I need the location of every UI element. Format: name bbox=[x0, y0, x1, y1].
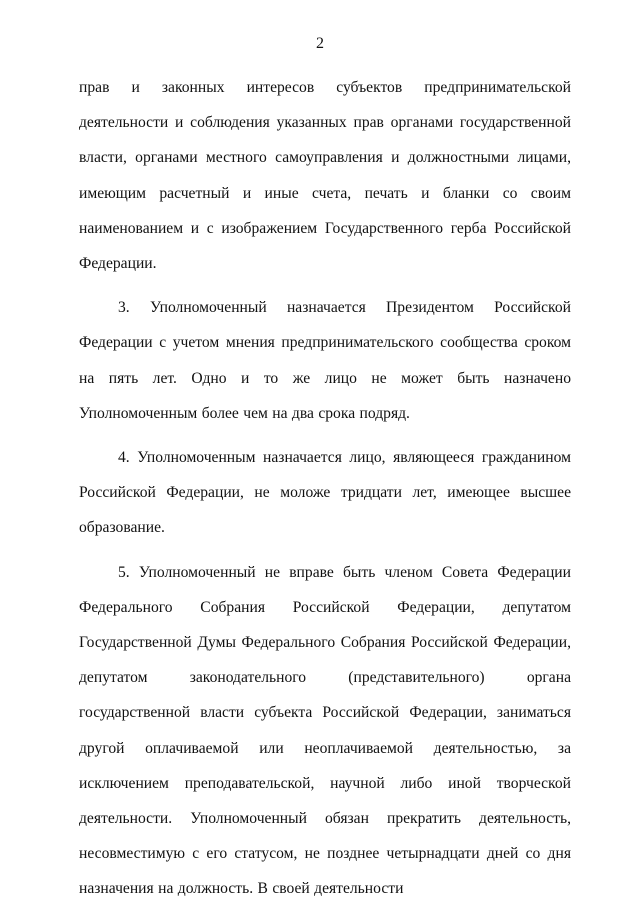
paragraph-item-5: 5. Уполномоченный не вправе быть членом Совета Федерации Федерального Собрания Российской Федерации, депутатом Государственной Думы Федерального Собрания Российской Федерации, депутатом законодательного (представительного) органа государственной власти субъекта Российской Федерации, заниматься другой оплачиваемой или неоплачиваемой деятельностью, за исключением преподавательской, научной либо иной творческой деятельности. Уполномоченный обязан прекратить деятельность, несовместимую с его статусом, не позднее четырнадцати дней со дня назначения на должность. В своей деятельности bbox=[79, 563, 571, 898]
document-body bbox=[79, 70, 571, 907]
page-number: 2 bbox=[316, 35, 324, 52]
paragraph-continuation: прав и законных интересов субъектов предпринимательской деятельности и соблюдения указанных прав органами государственной власти, органами местного самоуправления и должностными лицами, имеющим расчетный и иные счета, печать и бланки со своим наименованием и с изображением Государственного герба Российской Федерации. bbox=[79, 79, 571, 273]
paragraph-item-3: 3. Уполномоченный назначается Президентом Российской Федерации с учетом мнения предпринимательского сообщества сроком на пять лет. Одно и то же лицо не может быть назначено Уполномоченным более чем на два срока подряд. bbox=[79, 299, 571, 422]
paragraph-item-4: 4. Уполномоченным назначается лицо, являющееся гражданином Российской Федерации, не моложе тридцати лет, имеющее высшее образование. bbox=[79, 449, 571, 537]
